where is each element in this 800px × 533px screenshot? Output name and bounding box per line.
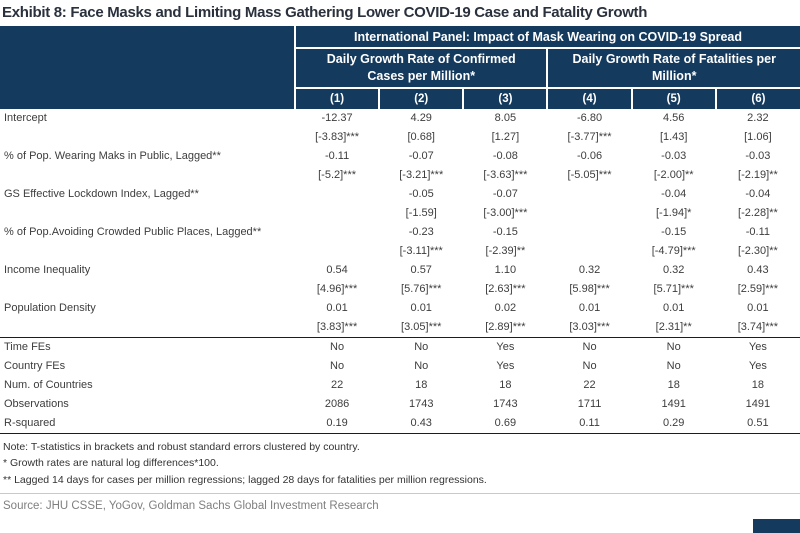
cell: 22 bbox=[330, 378, 344, 391]
cell: -0.07 bbox=[492, 187, 518, 200]
cell: 0.43 bbox=[747, 263, 769, 276]
column-header: (4) bbox=[547, 88, 631, 109]
panel-title-row bbox=[0, 26, 800, 48]
cell: [-2.30]** bbox=[738, 244, 778, 257]
row-label bbox=[0, 318, 295, 338]
page-title: Exhibit 8: Face Masks and Limiting Mass Gathering Lower COVID-19 Case and Fatality Growth bbox=[2, 4, 648, 21]
cell: No bbox=[295, 337, 379, 357]
cell: 0.54 bbox=[326, 263, 348, 276]
row-label bbox=[0, 128, 295, 147]
cell: [1.43] bbox=[659, 130, 688, 143]
cell: No bbox=[414, 359, 429, 372]
cell: -0.11 bbox=[745, 225, 771, 238]
cell: [-1.94]* bbox=[655, 206, 692, 219]
table-row bbox=[0, 299, 800, 318]
cell: [-5.2]*** bbox=[318, 168, 357, 181]
table-header bbox=[0, 26, 800, 109]
cell bbox=[295, 204, 379, 223]
cell: No bbox=[666, 359, 681, 372]
cell: Yes bbox=[463, 337, 547, 357]
table-row bbox=[0, 280, 800, 299]
table-row bbox=[0, 223, 800, 242]
footnote: Note: T-statistics in brackets and robust standard errors clustered by country. bbox=[3, 440, 360, 453]
cell: 0.51 bbox=[716, 414, 800, 434]
cell: Yes bbox=[748, 359, 767, 372]
cell: Yes bbox=[716, 337, 800, 357]
cell: 18 bbox=[751, 378, 765, 391]
row-label: Income Inequality bbox=[4, 263, 91, 276]
cell: -0.03 bbox=[661, 149, 687, 162]
cell: 0.32 bbox=[578, 263, 601, 276]
cell: 8.05 bbox=[494, 111, 517, 124]
table-body bbox=[0, 109, 800, 434]
cell: 0.43 bbox=[379, 414, 463, 434]
cell: [-3.83]*** bbox=[315, 130, 360, 143]
cell: 0.11 bbox=[547, 414, 631, 434]
cell bbox=[295, 242, 379, 261]
cell: [-2.19]** bbox=[738, 168, 778, 181]
cropped-corner-artifact bbox=[753, 519, 800, 533]
row-label bbox=[0, 166, 295, 185]
cell: -0.05 bbox=[408, 187, 434, 200]
cell: -0.08 bbox=[492, 149, 518, 162]
cell: [-3.63]*** bbox=[483, 168, 528, 181]
column-header: (6) bbox=[716, 88, 800, 109]
table-row bbox=[0, 166, 800, 185]
row-label: Time FEs bbox=[0, 337, 295, 357]
cell: -0.06 bbox=[577, 149, 603, 162]
cell: 0.19 bbox=[295, 414, 379, 434]
cell: [-3.11]*** bbox=[399, 244, 443, 257]
row-label: Country FEs bbox=[4, 359, 66, 372]
cell: [-3.21]*** bbox=[399, 168, 444, 181]
table-row bbox=[0, 261, 800, 280]
table-row bbox=[0, 147, 800, 166]
cell: [-5.05]*** bbox=[567, 168, 612, 181]
row-label: Num. of Countries bbox=[4, 378, 93, 391]
table-row bbox=[0, 242, 800, 261]
column-header: (3) bbox=[463, 88, 547, 109]
cell: [-4.79]*** bbox=[651, 244, 696, 257]
cell: 0.01 bbox=[578, 301, 601, 314]
cell: 18 bbox=[415, 378, 428, 391]
row-label bbox=[0, 204, 295, 223]
cell: 18 bbox=[667, 378, 680, 391]
cell: 4.29 bbox=[410, 111, 432, 124]
cell: 1.10 bbox=[494, 263, 517, 276]
row-label: % of Pop.Avoiding Crowded Public Places, Lagged** bbox=[4, 225, 262, 238]
row-label bbox=[0, 242, 295, 261]
cell: -0.11 bbox=[324, 149, 350, 162]
cell: Yes bbox=[496, 359, 515, 372]
cell: 1743 bbox=[493, 397, 518, 410]
table-row bbox=[0, 376, 800, 395]
cell: 0.57 bbox=[410, 263, 432, 276]
row-label: R-squared bbox=[0, 414, 295, 434]
cell: 0.01 bbox=[662, 301, 685, 314]
cell: [5.76]*** bbox=[401, 282, 442, 295]
group-header-fatalities: Daily Growth Rate of Fatalities per Million* bbox=[547, 48, 800, 88]
cell: 1491 bbox=[745, 397, 771, 410]
cell bbox=[547, 223, 631, 242]
column-header: (1) bbox=[295, 88, 379, 109]
cell bbox=[295, 223, 379, 242]
table-row bbox=[0, 109, 800, 128]
footnote: * Growth rates are natural log differences*100. bbox=[3, 457, 219, 470]
row-label: Intercept bbox=[4, 111, 47, 124]
row-label: Population Density bbox=[4, 301, 96, 314]
cell: 18 bbox=[499, 378, 512, 391]
cell: [-2.00]** bbox=[653, 168, 694, 181]
cell: -0.07 bbox=[408, 149, 434, 162]
footnotes bbox=[0, 434, 800, 489]
cell: 4.56 bbox=[662, 111, 685, 124]
cell: [-3.00]*** bbox=[483, 206, 528, 219]
cell: [-1.59] bbox=[405, 206, 437, 219]
cell: [2.89]*** bbox=[485, 320, 526, 333]
cell: [0.68] bbox=[407, 130, 435, 143]
cell: [3.74]*** bbox=[737, 320, 779, 333]
group-header-cases: Daily Growth Rate of Confirmed Cases per Million* bbox=[295, 48, 547, 88]
table-row bbox=[0, 395, 800, 414]
cell: [2.31]** bbox=[655, 320, 692, 333]
cell: No bbox=[582, 359, 597, 372]
table-row bbox=[0, 337, 800, 357]
cell: -0.04 bbox=[661, 187, 687, 200]
regression-table bbox=[0, 26, 800, 434]
cell: [1.06] bbox=[744, 130, 772, 143]
cell: -6.80 bbox=[577, 111, 603, 124]
table-row bbox=[0, 318, 800, 338]
table-row bbox=[0, 357, 800, 376]
cell: [-2.39]** bbox=[485, 244, 526, 257]
cell bbox=[547, 242, 631, 261]
cell: -12.37 bbox=[321, 111, 353, 124]
cell: No bbox=[547, 337, 631, 357]
cell bbox=[547, 204, 631, 223]
cell: 1711 bbox=[577, 397, 602, 410]
table-row bbox=[0, 185, 800, 204]
cell: [2.59]*** bbox=[737, 282, 779, 295]
cell: 0.01 bbox=[410, 301, 432, 314]
cell: 0.02 bbox=[494, 301, 517, 314]
cell: 0.01 bbox=[747, 301, 769, 314]
cell bbox=[547, 185, 631, 204]
cell: 22 bbox=[583, 378, 596, 391]
column-header: (5) bbox=[632, 88, 716, 109]
footnote: ** Lagged 14 days for cases per million regressions; lagged 28 days for fatalities per million regressions. bbox=[3, 473, 487, 486]
cell: [-2.28]** bbox=[738, 206, 778, 219]
cell: 2.32 bbox=[747, 111, 769, 124]
cell: 2086 bbox=[324, 397, 350, 410]
panel-title: International Panel: Impact of Mask Wearing on COVID-19 Spread bbox=[295, 26, 800, 48]
cell bbox=[295, 185, 379, 204]
cell: -0.04 bbox=[745, 187, 771, 200]
row-label bbox=[0, 280, 295, 299]
cell: 1743 bbox=[408, 397, 434, 410]
cell: No bbox=[379, 337, 463, 357]
row-label: Observations bbox=[4, 397, 69, 410]
table-row bbox=[0, 414, 800, 434]
cell: [3.05]*** bbox=[401, 320, 442, 333]
cell: -0.15 bbox=[661, 225, 687, 238]
header-stub-cell bbox=[0, 26, 295, 109]
cell: -0.23 bbox=[408, 225, 434, 238]
table-row bbox=[0, 128, 800, 147]
source-text: Source: JHU CSSE, YoGov, Goldman Sachs Global Investment Research bbox=[3, 500, 379, 513]
cell: [5.98]*** bbox=[569, 282, 610, 295]
cell: [3.83]*** bbox=[316, 320, 358, 333]
cell: No bbox=[330, 359, 345, 372]
cell: No bbox=[632, 337, 716, 357]
cell: 0.01 bbox=[326, 301, 348, 314]
cell: 0.32 bbox=[662, 263, 685, 276]
table-row bbox=[0, 204, 800, 223]
column-header: (2) bbox=[379, 88, 463, 109]
cell: -0.15 bbox=[492, 225, 518, 238]
cell: [-3.77]*** bbox=[567, 130, 612, 143]
cell: 0.69 bbox=[463, 414, 547, 434]
cell: [1.27] bbox=[491, 130, 520, 143]
cell: [3.03]*** bbox=[569, 320, 610, 333]
row-label: GS Effective Lockdown Index, Lagged** bbox=[4, 187, 199, 200]
cell: [4.96]*** bbox=[316, 282, 358, 295]
cell: [2.63]*** bbox=[485, 282, 526, 295]
cell: 0.29 bbox=[632, 414, 716, 434]
cell: -0.03 bbox=[745, 149, 771, 162]
row-label: % of Pop. Wearing Maks in Public, Lagged** bbox=[4, 149, 221, 162]
cell: 1491 bbox=[661, 397, 686, 410]
cell: [5.71]*** bbox=[653, 282, 694, 295]
